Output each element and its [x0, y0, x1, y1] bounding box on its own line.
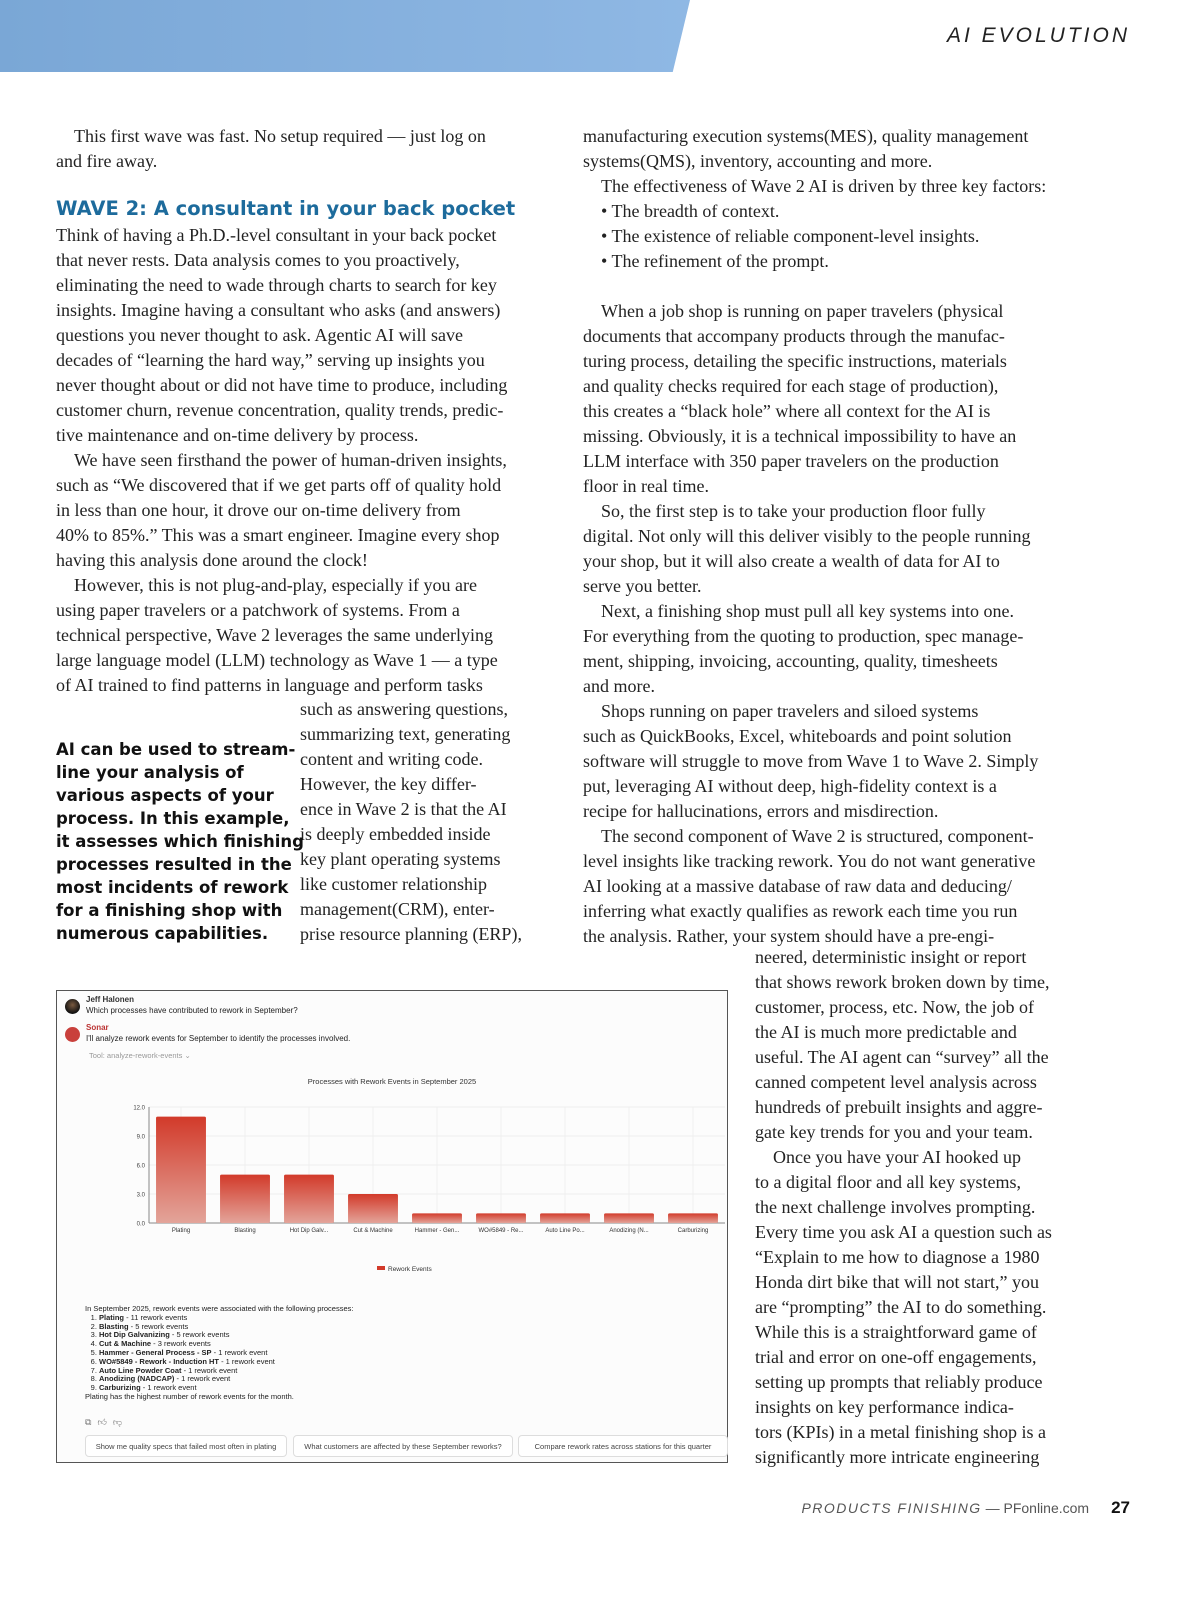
text-line: serve you better.: [583, 576, 702, 596]
text-line: that never rests. Data analysis comes to you proactively,: [56, 250, 460, 270]
user-message-text: Which processes have contributed to rework in September?: [86, 1006, 298, 1015]
text-line: AI looking at a massive database of raw data and deducing/: [583, 876, 1012, 896]
text-line: 40% to 85%.” This was a smart engineer. Imagine every shop: [56, 525, 500, 545]
column1-narrow-body: [300, 697, 522, 947]
text-line: having this analysis done around the clock!: [56, 550, 368, 570]
text-line: never thought about or did not have time to produce, including: [56, 375, 508, 395]
text-line: Every time you ask AI a question such as: [755, 1222, 1052, 1242]
text-line: the AI is much more predictable and: [755, 1022, 1017, 1042]
process-name: Carburizing: [99, 1383, 141, 1393]
text-line: summarizing text, generating: [300, 724, 511, 744]
bar: [540, 1213, 590, 1223]
text-line: insights. Imagine having a consultant who asks (and answers): [56, 300, 501, 320]
process-name: Auto Line Powder Coat: [99, 1365, 182, 1375]
bar: [476, 1213, 526, 1223]
text-line: neered, deterministic insight or report: [755, 947, 1027, 967]
process-count: - 1 rework event: [181, 1365, 238, 1375]
text-line: floor in real time.: [583, 476, 709, 496]
text-line: Shops running on paper travelers and siloed systems: [601, 701, 979, 721]
text-line: trial and error on one-off engagements,: [755, 1347, 1037, 1367]
text-line: numerous capabilities.: [56, 924, 269, 943]
suggestion-button[interactable]: What customers are affected by these September reworks?: [293, 1435, 513, 1457]
text-line: Next, a finishing shop must pull all key systems into one.: [601, 601, 1014, 621]
bar: [220, 1175, 270, 1223]
text-line: ment, shipping, invoicing, accounting, quality, timesheets: [583, 651, 998, 671]
text-line: inferring what exactly qualifies as rework each time you run: [583, 901, 1018, 921]
text-line: of AI trained to find patterns in language and perform tasks: [56, 675, 483, 695]
x-tick-label: WO#5849 - Re...: [478, 1228, 524, 1234]
x-tick-label: Hammer - Gen...: [414, 1228, 460, 1234]
text-line: level insights like tracking rework. You do not want generative: [583, 851, 1036, 871]
response-text: [85, 1305, 353, 1402]
text-line: Think of having a Ph.D.-level consultant in your back pocket: [56, 225, 497, 245]
text-line: software will struggle to move from Wave 1 to Wave 2. Simply: [583, 751, 1039, 771]
process-count: - 1 rework event: [219, 1356, 275, 1366]
x-tick-label: Blasting: [234, 1228, 256, 1234]
website-link[interactable]: PFonline.com: [1003, 1500, 1090, 1516]
text-line: process. In this example,: [56, 809, 290, 828]
text-line: such as “We discovered that if we get parts off of quality hold: [56, 475, 502, 495]
section-label: AI EVOLUTION: [946, 24, 1130, 47]
x-tick-label: Hot Dip Galv...: [289, 1228, 329, 1234]
y-tick-label: 3.0: [136, 1192, 145, 1199]
copy-icon[interactable]: ⧉: [85, 1417, 92, 1427]
y-tick-label: 6.0: [136, 1163, 145, 1170]
text-line: digital. Not only will this deliver visibly to the people running: [583, 526, 1031, 546]
text-line: your shop, but it will also create a wealth of data for AI to: [583, 551, 1000, 571]
text-line: useful. The AI agent can “survey” all the: [755, 1047, 1049, 1067]
text-line: canned competent level analysis across: [755, 1072, 1037, 1092]
suggestion-button[interactable]: Show me quality specs that failed most often in plating: [85, 1435, 287, 1457]
text-line: various aspects of your: [56, 786, 274, 805]
text-line: Honda dirt bike that will not start,” you: [755, 1272, 1039, 1292]
user-message: [65, 995, 298, 1015]
text-line: and more.: [583, 676, 655, 696]
text-line: are “prompting” the AI to do something.: [755, 1297, 1047, 1317]
text-line: setting up prompts that reliably produce: [755, 1372, 1043, 1392]
y-tick-label: 9.0: [136, 1134, 145, 1141]
text-line: to a digital floor and all key systems,: [755, 1172, 1021, 1192]
page-number: 27: [1111, 1498, 1130, 1517]
text-line: that shows rework broken down by time,: [755, 972, 1050, 992]
tool-toggle[interactable]: Tool: analyze-rework-events ⌄: [89, 1051, 191, 1060]
text-line: such as QuickBooks, Excel, whiteboards and point solution: [583, 726, 1012, 746]
bot-message-text: I'll analyze rework events for September to identify the processes involved.: [86, 1034, 351, 1043]
text-line: using paper travelers or a patchwork of systems. From a: [56, 600, 460, 620]
user-name: Jeff Halonen: [86, 995, 135, 1004]
x-tick-label: Carburizing: [677, 1228, 709, 1234]
x-tick-label: Anodizing (N...: [609, 1228, 649, 1234]
text-line: While this is a straightforward game of: [755, 1322, 1037, 1342]
bot-name: Sonar: [86, 1023, 109, 1032]
response-summary: Plating has the highest number of rework events for the month.: [85, 1391, 294, 1401]
text-line: LLM interface with 350 paper travelers on the production: [583, 451, 999, 471]
text-line: missing. Obviously, it is a technical impossibility to have an: [583, 426, 1017, 446]
suggestion-button[interactable]: Compare rework rates across stations for this quarter: [518, 1435, 728, 1457]
text-line: it assesses which finishing: [56, 832, 304, 851]
text-line: eliminating the need to wade through charts to search for key: [56, 275, 497, 295]
bar: [412, 1213, 462, 1223]
process-name: Hot Dip Galvanizing: [99, 1330, 170, 1340]
text-line: this creates a “black hole” where all context for the AI is: [583, 401, 991, 421]
feedback-icons: [85, 1417, 122, 1428]
text-line: and fire away.: [56, 151, 158, 171]
footer-separator: —: [981, 1500, 1004, 1516]
response-list: [85, 1314, 353, 1393]
text-line: “Explain to me how to diagnose a 1980: [755, 1247, 1040, 1267]
x-tick-label: Auto Line Po...: [545, 1228, 585, 1234]
text-line: in less than one hour, it drove our on-time delivery from: [56, 500, 461, 520]
text-line: However, this is not plug-and-play, especially if you are: [74, 575, 477, 595]
bar: [604, 1213, 654, 1223]
process-count: - 1 rework event: [211, 1347, 268, 1357]
text-line: AI can be used to stream-: [56, 740, 296, 759]
x-tick-label: Cut & Machine: [353, 1228, 393, 1234]
bar: [348, 1194, 398, 1223]
process-count: - 5 rework events: [128, 1321, 189, 1331]
text-line: So, the first step is to take your production floor fully: [601, 501, 986, 521]
text-line: tive maintenance and on-time delivery by process.: [56, 425, 419, 445]
y-tick-label: 0.0: [136, 1221, 145, 1228]
header-band: [0, 0, 690, 72]
text-line: manufacturing execution systems(MES), quality management: [583, 126, 1029, 146]
text-line: processes resulted in the: [56, 855, 292, 874]
thumbs-up-icon[interactable]: 👍︎: [97, 1417, 107, 1427]
text-line: large language model (LLM) technology as Wave 1 — a type: [56, 650, 498, 670]
section-heading: WAVE 2: A consultant in your back pocket: [56, 197, 516, 220]
publication-name: PRODUCTS FINISHING: [801, 1500, 982, 1516]
column2-narrow-body: [755, 945, 1052, 1470]
user-avatar: [65, 999, 80, 1014]
text-line: decades of “learning the hard way,” serving up insights you: [56, 350, 485, 370]
text-line: We have seen firsthand the power of human-driven insights,: [74, 450, 507, 470]
response-intro: In September 2025, rework events were associated with the following processes:: [85, 1304, 354, 1313]
process-name: Cut & Machine: [99, 1339, 152, 1349]
legend-swatch: [377, 1266, 385, 1270]
process-name: Blasting: [99, 1321, 129, 1331]
x-tick-label: Plating: [171, 1228, 191, 1234]
text-line: For everything from the quoting to production, spec manage-: [583, 626, 1024, 646]
text-line: ence in Wave 2 is that the AI: [300, 799, 507, 819]
text-line: gate key trends for you and your team.: [755, 1122, 1033, 1142]
text-line: management(CRM), enter-: [300, 899, 495, 919]
process-count: - 5 rework events: [169, 1330, 230, 1340]
process-count: - 3 rework events: [151, 1339, 211, 1349]
bar: [156, 1117, 206, 1223]
text-line: most incidents of rework: [56, 878, 289, 897]
text-line: is deeply embedded inside: [300, 824, 491, 844]
text-line: insights on key performance indica-: [755, 1397, 1014, 1417]
chart-title: Processes with Rework Events in September 2025: [307, 1077, 477, 1086]
text-line: turing process, detailing the specific instructions, materials: [583, 351, 1007, 371]
text-line: technical perspective, Wave 2 leverages the same underlying: [56, 625, 494, 645]
text-line: key plant operating systems: [300, 849, 501, 869]
text-line: • The breadth of context.: [601, 201, 780, 221]
text-line: This first wave was fast. No setup required — just log on: [74, 126, 486, 146]
process-name: Hammer - General Process - SP: [99, 1347, 212, 1357]
figure-caption: [56, 738, 304, 945]
column2-body: [583, 124, 1046, 949]
text-line: • The refinement of the prompt.: [601, 251, 829, 271]
text-line: However, the key differ-: [300, 774, 477, 794]
text-line: Once you have your AI hooked up: [773, 1147, 1021, 1167]
bar: [668, 1213, 718, 1223]
text-line: line your analysis of: [56, 763, 244, 782]
column1-intro: [56, 124, 486, 174]
text-line: The second component of Wave 2 is structured, component-: [601, 826, 1034, 846]
chat-screenshot: [56, 990, 728, 1463]
text-line: for a finishing shop with: [56, 901, 283, 920]
bot-avatar: [65, 1027, 80, 1042]
process-count: - 11 rework events: [124, 1312, 188, 1322]
column1-body: [56, 223, 507, 698]
process-name: Plating: [99, 1312, 125, 1322]
text-line: customer churn, revenue concentration, quality trends, predic-: [56, 400, 504, 420]
text-line: recipe for hallucinations, errors and misdirection.: [583, 801, 939, 821]
text-line: [583, 274, 1046, 299]
text-line: such as answering questions,: [300, 699, 508, 719]
bar: [284, 1175, 334, 1223]
bot-message: [65, 1023, 350, 1043]
text-line: The effectiveness of Wave 2 AI is driven by three key factors:: [601, 176, 1047, 196]
thumbs-down-icon[interactable]: 👎︎: [112, 1417, 122, 1427]
text-line: systems(QMS), inventory, accounting and more.: [583, 151, 933, 171]
page-footer: [801, 1498, 1130, 1518]
text-line: tors (KPIs) in a metal finishing shop is a: [755, 1422, 1046, 1442]
text-line: the next challenge involves prompting.: [755, 1197, 1036, 1217]
text-line: hundreds of prebuilt insights and aggre-: [755, 1097, 1043, 1117]
process-name: Anodizing (NADCAP): [99, 1374, 175, 1384]
text-line: When a job shop is running on paper travelers (physical: [601, 301, 1004, 321]
text-line: put, leveraging AI without deep, high-fidelity context is a: [583, 776, 997, 796]
text-line: content and writing code.: [300, 749, 483, 769]
process-count: - 1 rework event: [174, 1374, 231, 1384]
y-tick-label: 12.0: [133, 1105, 145, 1112]
text-line: • The existence of reliable component-level insights.: [601, 226, 980, 246]
text-line: the analysis. Rather, your system should have a pre-engi-: [583, 926, 995, 946]
text-line: prise resource planning (ERP),: [300, 924, 522, 944]
text-line: documents that accompany products through the manufac-: [583, 326, 1005, 346]
text-line: like customer relationship: [300, 874, 487, 894]
text-line: significantly more intricate engineering: [755, 1447, 1040, 1467]
legend-label: Rework Events: [388, 1266, 432, 1273]
text-line: customer, process, etc. Now, the job of: [755, 997, 1035, 1017]
process-count: - 1 rework event: [140, 1383, 197, 1393]
text-line: questions you never thought to ask. Agentic AI will save: [56, 325, 463, 345]
text-line: and quality checks required for each stage of production),: [583, 376, 999, 396]
process-name: WO#5849 - Rework - Induction HT: [99, 1356, 220, 1366]
